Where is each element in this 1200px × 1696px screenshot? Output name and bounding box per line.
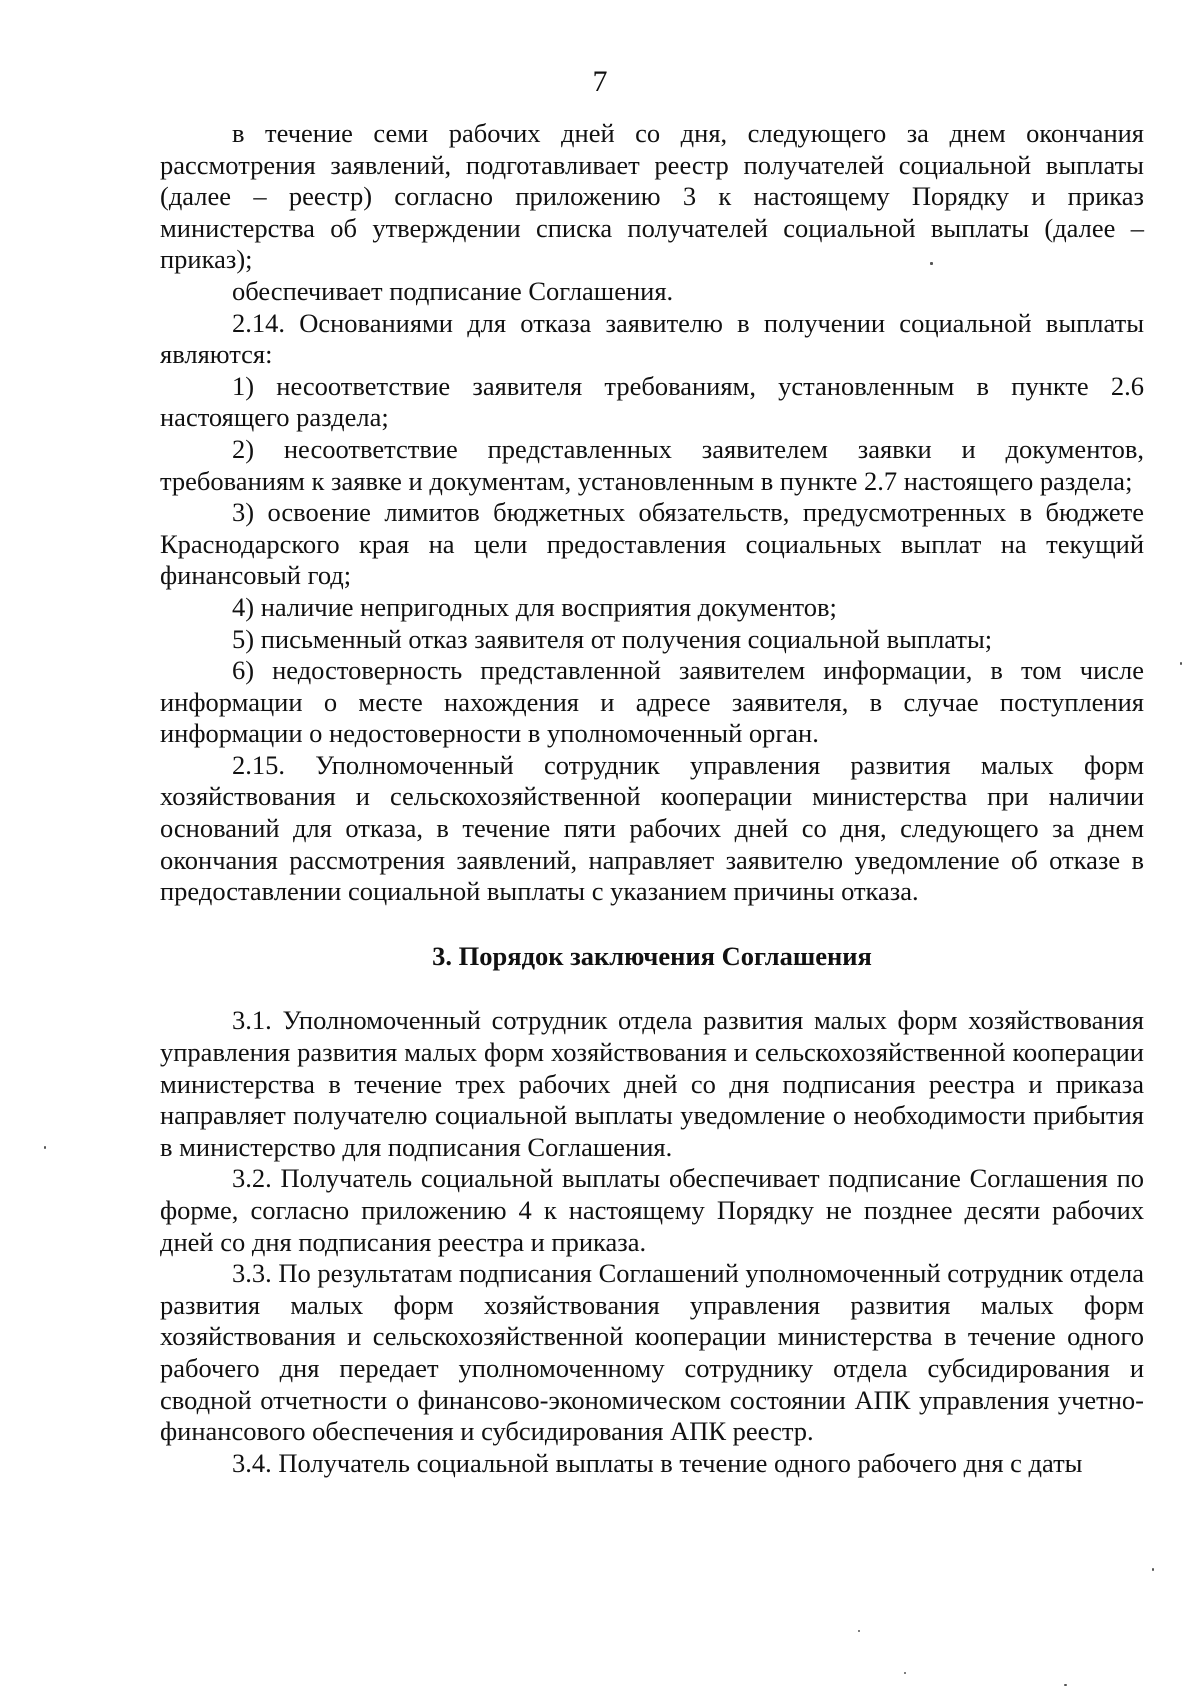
scan-artifact [1064, 1684, 1067, 1686]
list-item-refusal-2: 2) несоответствие представленных заявителем заявки и документов, требованиям к заявке и документам, установленным в пункте 2.7 настоящего раздела; [160, 433, 1144, 496]
paragraph-agreement-signing: обеспечивает подписание Соглашения. [232, 275, 674, 306]
section-heading-3: 3. Порядок заключения Соглашения [432, 940, 872, 971]
list-item-refusal-3: 3) освоение лимитов бюджетных обязательств, предусмотренных в бюджете Краснодарского края на цели предоставления социальных выплат на текущий финансовый год; [160, 497, 1144, 591]
paragraph-registry-preparation: в течение семи рабочих дней со дня, следующего за днем окончания рассмотрения заявлений, подготавливает реестр получателей социальной выплаты (далее – реестр) согласно приложению 3 к настоящему Порядку и приказ министерства об утверждении списка получателей социальной выплаты (далее – приказ); [160, 118, 1144, 275]
paragraph-2-14: 2.14. Основаниями для отказа заявителю в получении социальной выплаты являются: [160, 307, 1144, 370]
scan-artifact [930, 262, 933, 265]
scan-artifact [1180, 662, 1182, 665]
paragraph-3-2: 3.2. Получатель социальной выплаты обеспечивает подписание Соглашения по форме, согласно приложению 4 к настоящему Порядку не позднее десяти рабочих дней со дня подписания реестра и приказа. [160, 1163, 1144, 1257]
list-item-refusal-4: 4) наличие непригодных для восприятия документов; [232, 591, 837, 622]
scan-artifact [1152, 1568, 1154, 1571]
paragraph-3-4: 3.4. Получатель социальной выплаты в течение одного рабочего дня с даты [232, 1447, 1083, 1478]
paragraph-2-15: 2.15. Уполномоченный сотрудник управления развития малых форм хозяйствования и сельскохозяйственной кооперации министерства при наличии оснований для отказа, в течение пяти рабочих дней со дня, следующего за днем окончания рассмотрения заявлений, направляет заявителю уведомление об отказе в предоставлении социальной выплаты с указанием причины отказа. [160, 749, 1144, 907]
page-number: 7 [592, 65, 608, 98]
list-item-refusal-1: 1) несоответствие заявителя требованиям, установленным в пункте 2.6 настоящего раздела; [160, 370, 1144, 433]
list-item-refusal-5: 5) письменный отказ заявителя от получения социальной выплаты; [232, 623, 993, 654]
paragraph-3-1: 3.1. Уполномоченный сотрудник отдела развития малых форм хозяйствования управления развития малых форм хозяйствования и сельскохозяйственной кооперации министерства в течение трех рабочих дней со дня подписания реестра и приказа направляет получателю социальной выплаты уведомление о необходимости прибытия в министерство для подписания Соглашения. [160, 1005, 1144, 1162]
scan-artifact [858, 1630, 860, 1632]
list-item-refusal-6: 6) недостоверность представленной заявителем информации, в том числе информации о месте нахождения и адресе заявителя, в случае поступления информации о недостоверности в уполномоченный орган. [160, 655, 1144, 749]
paragraph-3-3: 3.3. По результатам подписания Соглашений уполномоченный сотрудник отдела развития малых форм хозяйствования управления развития малых форм хозяйствования и сельскохозяйственной кооперации министерства в течение одного рабочего дня передает уполномоченному сотруднику отдела субсидирования и сводной отчетности о финансово-экономическом состоянии АПК управления учетно-финансового обеспечения и субсидирования АПК реестр. [160, 1258, 1145, 1447]
scan-artifact [44, 1146, 46, 1149]
document-body [160, 118, 1144, 1479]
scan-artifact [904, 1672, 906, 1674]
